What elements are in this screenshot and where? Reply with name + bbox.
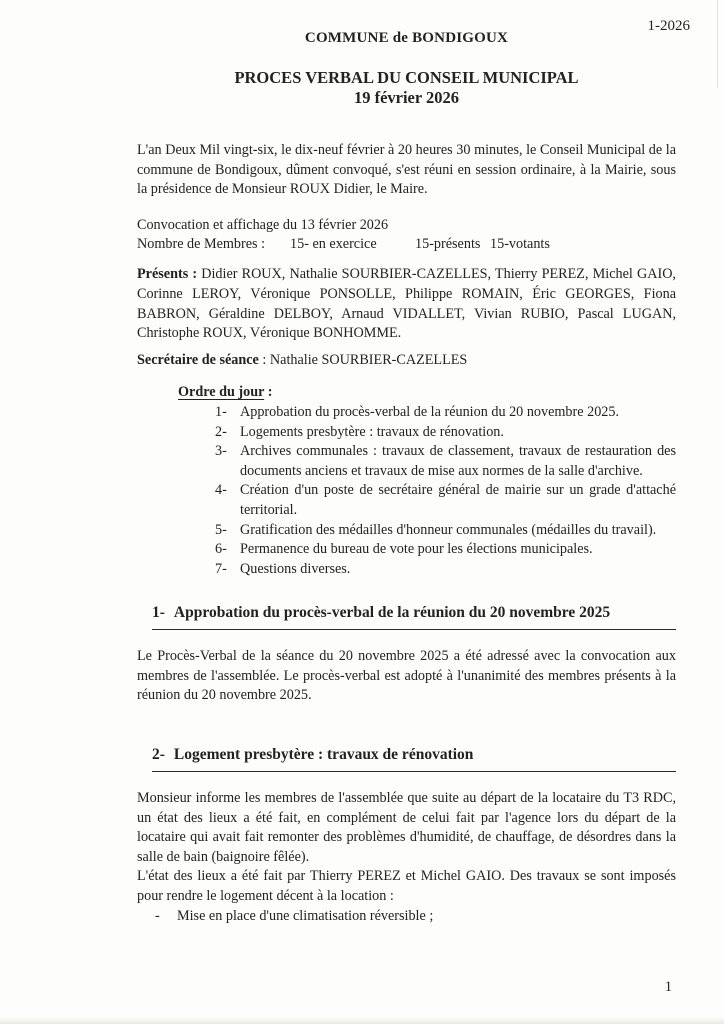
agenda-item-text: Permanence du bureau de vote pour les élections municipales. (240, 541, 593, 558)
agenda-item-3 (215, 442, 676, 481)
agenda-item-number: 2- (215, 423, 227, 440)
agenda-heading-text: Ordre du jour (178, 384, 265, 401)
agenda-item-number: 3- (215, 443, 227, 460)
agenda-item-text: Questions diverses. (240, 560, 351, 577)
document-date: 19 février 2026 (353, 88, 460, 107)
agenda-section (137, 383, 676, 579)
agenda-item-text: Approbation du procès-verbal de la réunion du 20 novembre 2025. (240, 403, 620, 420)
agenda-item-7 (215, 560, 676, 580)
presents-paragraph (137, 265, 676, 343)
agenda-item-number: 7- (215, 560, 227, 577)
document-title-line: PROCES VERBAL DU CONSEIL MUNICIPAL (234, 68, 579, 87)
agenda-item-number: 4- (215, 482, 227, 499)
scan-edge-bottom-artifact (0, 1017, 724, 1024)
membres-en-exercice: 15- en exercice (290, 236, 377, 253)
document-number: 1-2026 (647, 18, 690, 34)
membres-votants: 15-votants (490, 236, 550, 253)
agenda-item-5 (215, 521, 676, 541)
document-title (137, 68, 676, 108)
agenda-heading-colon: : (264, 384, 273, 401)
section-2-heading (152, 745, 676, 772)
works-list-item (153, 907, 676, 927)
membres-row (137, 235, 676, 255)
secretaire-value: : Nathalie SOURBIER-CAZELLES (258, 351, 468, 368)
works-list-item-text: Mise en place d'une climatisation réversible ; (177, 907, 434, 924)
membres-presents: 15-présents (415, 236, 481, 253)
agenda-heading (178, 383, 676, 403)
secretaire-label: Secrétaire de séance (137, 351, 259, 368)
section-1-paragraph: Le Procès-Verbal de la séance du 20 novembre 2025 a été adressé avec la convocation aux membres de l'assemblée. Le procès-verbal est adopté à l'unanimité des membres présents à la réunion du 20 novembre 2025. (137, 648, 676, 704)
agenda-items (215, 403, 676, 579)
agenda-item-text: Gratification des médailles d'honneur communales (médailles du travail). (240, 521, 657, 538)
intro-paragraph: L'an Deux Mil vingt-six, le dix-neuf février à 20 heures 30 minutes, le Conseil Municipal de la commune de Bondigoux, dûment convoqué, s'est réuni en session ordinaire, à la Mairie, sous la présidence de Monsieur ROUX Didier, le Maire. (137, 142, 676, 198)
section-1-title: Approbation du procès-verbal de la réunion du 20 novembre 2025 (173, 604, 611, 622)
agenda-item-number: 6- (215, 541, 227, 558)
section-1-heading (152, 603, 676, 630)
agenda-item-number: 5- (215, 521, 227, 538)
presents-label: Présents : (137, 266, 202, 283)
agenda-item-text: Création d'un poste de secrétaire général de mairie sur un grade d'attaché territorial. (240, 482, 676, 518)
agenda-item-2 (215, 423, 676, 443)
section-2-title: Logement presbytère : travaux de rénovation (173, 746, 474, 764)
commune-title: COMMUNE de BONDIGOUX (304, 30, 509, 46)
membres-label: Nombre de Membres : (137, 236, 266, 253)
agenda-item-text: Logements presbytère : travaux de rénovation. (240, 423, 504, 440)
dash-bullet: - (155, 907, 160, 924)
agenda-item-6 (215, 540, 676, 560)
scan-edge-artifact (717, 0, 718, 88)
section-1-number: 1- (152, 604, 165, 622)
convocation-line: Convocation et affichage du 13 février 2026 (137, 216, 389, 233)
section-2-paragraph-2: L'état des lieux a été fait par Thierry PEREZ et Michel GAIO. Des travaux se sont imposés pour rendre le logement décent à la location : (137, 868, 676, 905)
page-number: 1 (664, 979, 672, 995)
agenda-item-number: 1- (215, 403, 227, 420)
section-2-number: 2- (152, 746, 165, 764)
secretaire-line (137, 351, 676, 371)
presents-names: Didier ROUX, Nathalie SOURBIER-CAZELLES, Thierry PEREZ, Michel GAIO, Corinne LEROY, Véronique PONSOLLE, Philippe ROMAIN, Éric GEORGES, Fiona BABRON, Géraldine DELBOY, Arnaud VIDALLET, Vivian RUBIO, Pascal LUGAN, Christophe ROUX, Véronique BONHOMME. (137, 266, 676, 342)
agenda-item-1 (215, 403, 676, 423)
agenda-item-4 (215, 481, 676, 520)
agenda-item-text: Archives communales : travaux de classement, travaux de restauration des documents anciens et travaux de mise aux normes de la salle d'archive. (240, 443, 676, 479)
section-2-paragraph-1: Monsieur informe les membres de l'assemblée que suite au départ de la locataire du T3 RDC, un état des lieux a été fait, en complément de celui fait par l'agence lors du départ de la locataire qui avait fait remonter des problèmes d'humidité, de chauffage, de désordres dans la salle de bain (baignoire fêlée). (137, 790, 676, 865)
